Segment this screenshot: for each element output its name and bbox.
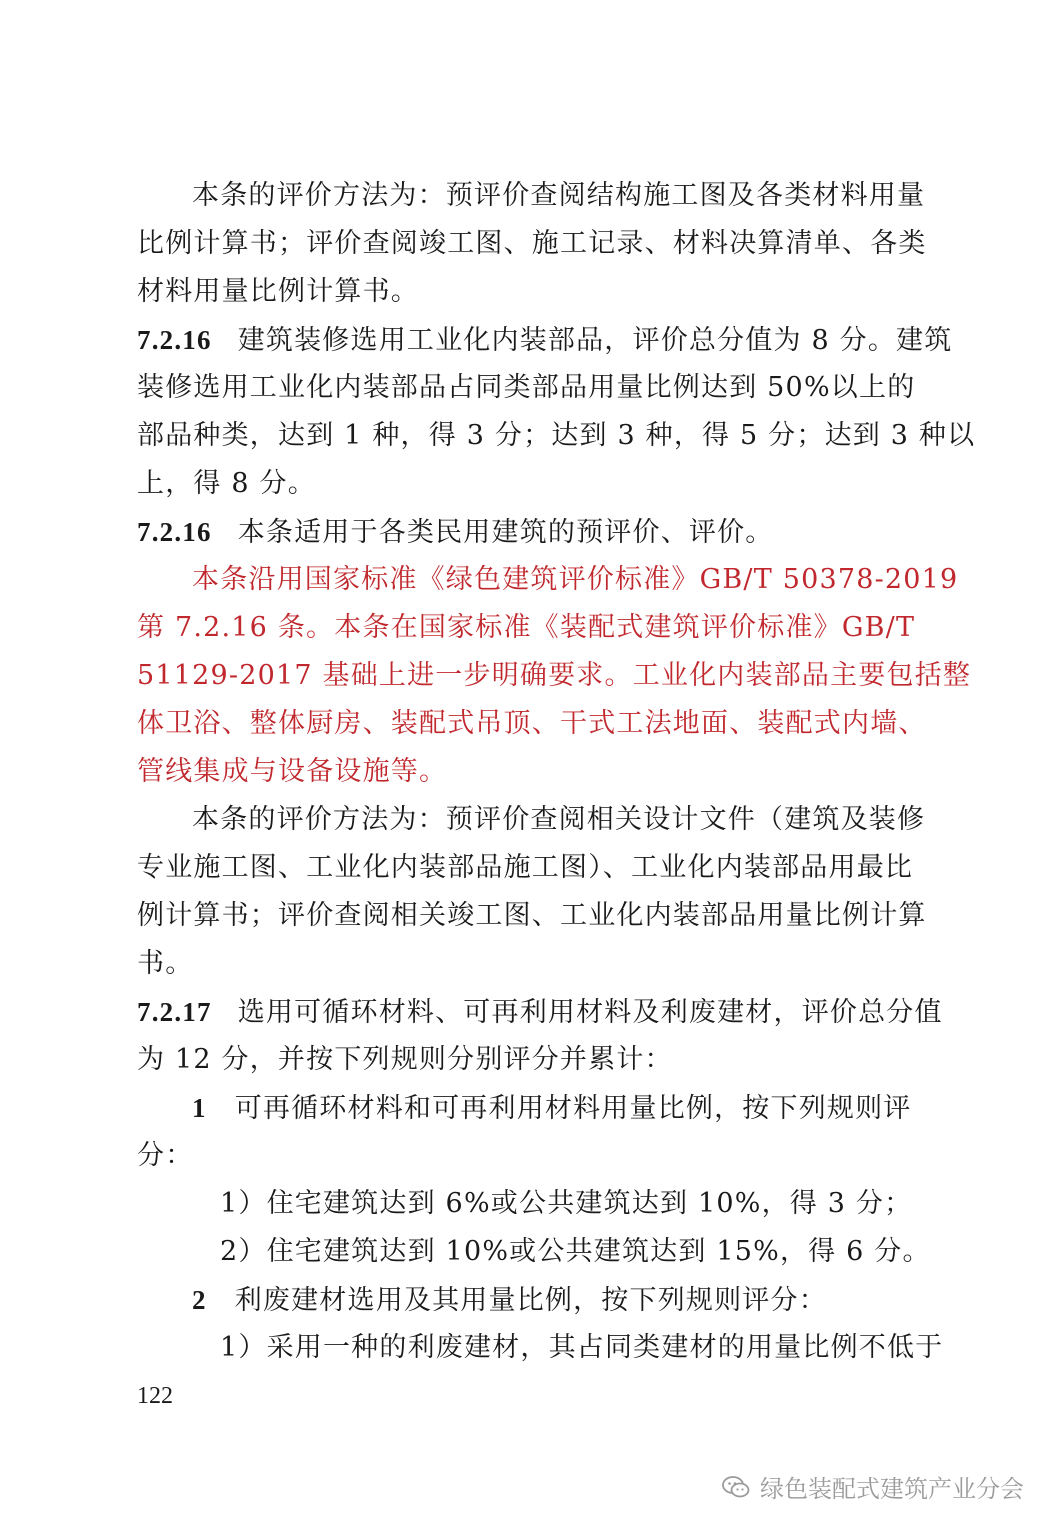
paragraph-line: 分： (137, 1140, 194, 1171)
item-text: 可再循环材料和可再利用材料用量比例，按下列规则评 (234, 1093, 912, 1124)
paragraph-line: 本条的评价方法为：预评价查阅相关设计文件（建筑及装修 (192, 804, 926, 835)
clause-number: 7.2.16 (137, 517, 212, 547)
sub-item-line: 1）住宅建筑达到 6%或公共建筑达到 10%，得 3 分； (220, 1188, 913, 1219)
paragraph-line: 上，得 8 分。 (137, 468, 316, 499)
sub-item-line: 2）住宅建筑达到 10%或公共建筑达到 15%，得 6 分。 (220, 1236, 931, 1267)
paragraph-line: 例计算书；评价查阅相关竣工图、工业化内装部品用量比例计算 (137, 900, 927, 931)
document-body (137, 172, 976, 1372)
highlighted-line: 第 7.2.16 条。本条在国家标准《装配式建筑评价标准》GB/T (137, 612, 916, 643)
clause-number: 7.2.16 (137, 325, 212, 355)
highlighted-line: 51129-2017 基础上进一步明确要求。工业化内装部品主要包括整 (137, 660, 972, 691)
paragraph-line: 装修选用工业化内装部品占同类部品用量比例达到 50%以上的 (137, 372, 916, 403)
clause-line (137, 988, 943, 1036)
paragraph-line: 部品种类，达到 1 种，得 3 分；达到 3 种，得 5 分；达到 3 种以 (137, 420, 976, 451)
item-number: 2 (192, 1285, 207, 1315)
item-line (137, 1276, 922, 1324)
highlighted-line: 管线集成与设备设施等。 (137, 756, 448, 787)
highlighted-line: 本条沿用国家标准《绿色建筑评价标准》GB/T 50378-2019 (192, 564, 959, 595)
paragraph-line: 专业施工图、工业化内装部品施工图）、工业化内装部品用最比 (137, 852, 914, 883)
explanation-text: 本条适用于各类民用建筑的预评价、评价。 (237, 517, 774, 548)
item-line (137, 1084, 922, 1132)
paragraph-line: 材料用量比例计算书。 (137, 276, 419, 307)
page-number: 122 (137, 1383, 173, 1409)
item-text: 利废建材选用及其用量比例，按下列规则评分： (234, 1285, 827, 1316)
sub-item-line: 1）采用一种的利废建材，其占同类建材的用量比例不低于 (220, 1332, 944, 1363)
watermark-text: 绿色装配式建筑产业分会 (760, 1475, 1024, 1503)
paragraph-line: 书。 (137, 948, 194, 979)
item-number: 1 (192, 1093, 207, 1123)
clause-text: 建筑装修选用工业化内装部品，评价总分值为 8 分。建筑 (237, 325, 953, 356)
clause-text: 选用可循环材料、可再利用材料及利废建材，评价总分值 (237, 997, 943, 1028)
paragraph-line: 本条的评价方法为：预评价查阅结构施工图及各类材料用量 (192, 180, 926, 211)
clause-number: 7.2.17 (137, 997, 212, 1027)
explanation-line (137, 508, 922, 556)
watermark (722, 1469, 1024, 1504)
paragraph-line: 比例计算书；评价查阅竣工图、施工记录、材料决算清单、各类 (137, 228, 927, 259)
wechat-icon (722, 1475, 750, 1499)
highlighted-line: 体卫浴、整体厨房、装配式吊顶、干式工法地面、装配式内墙、 (137, 708, 927, 739)
clause-line (137, 316, 953, 364)
paragraph-line: 为 12 分，并按下列规则分别评分并累计： (137, 1044, 673, 1075)
